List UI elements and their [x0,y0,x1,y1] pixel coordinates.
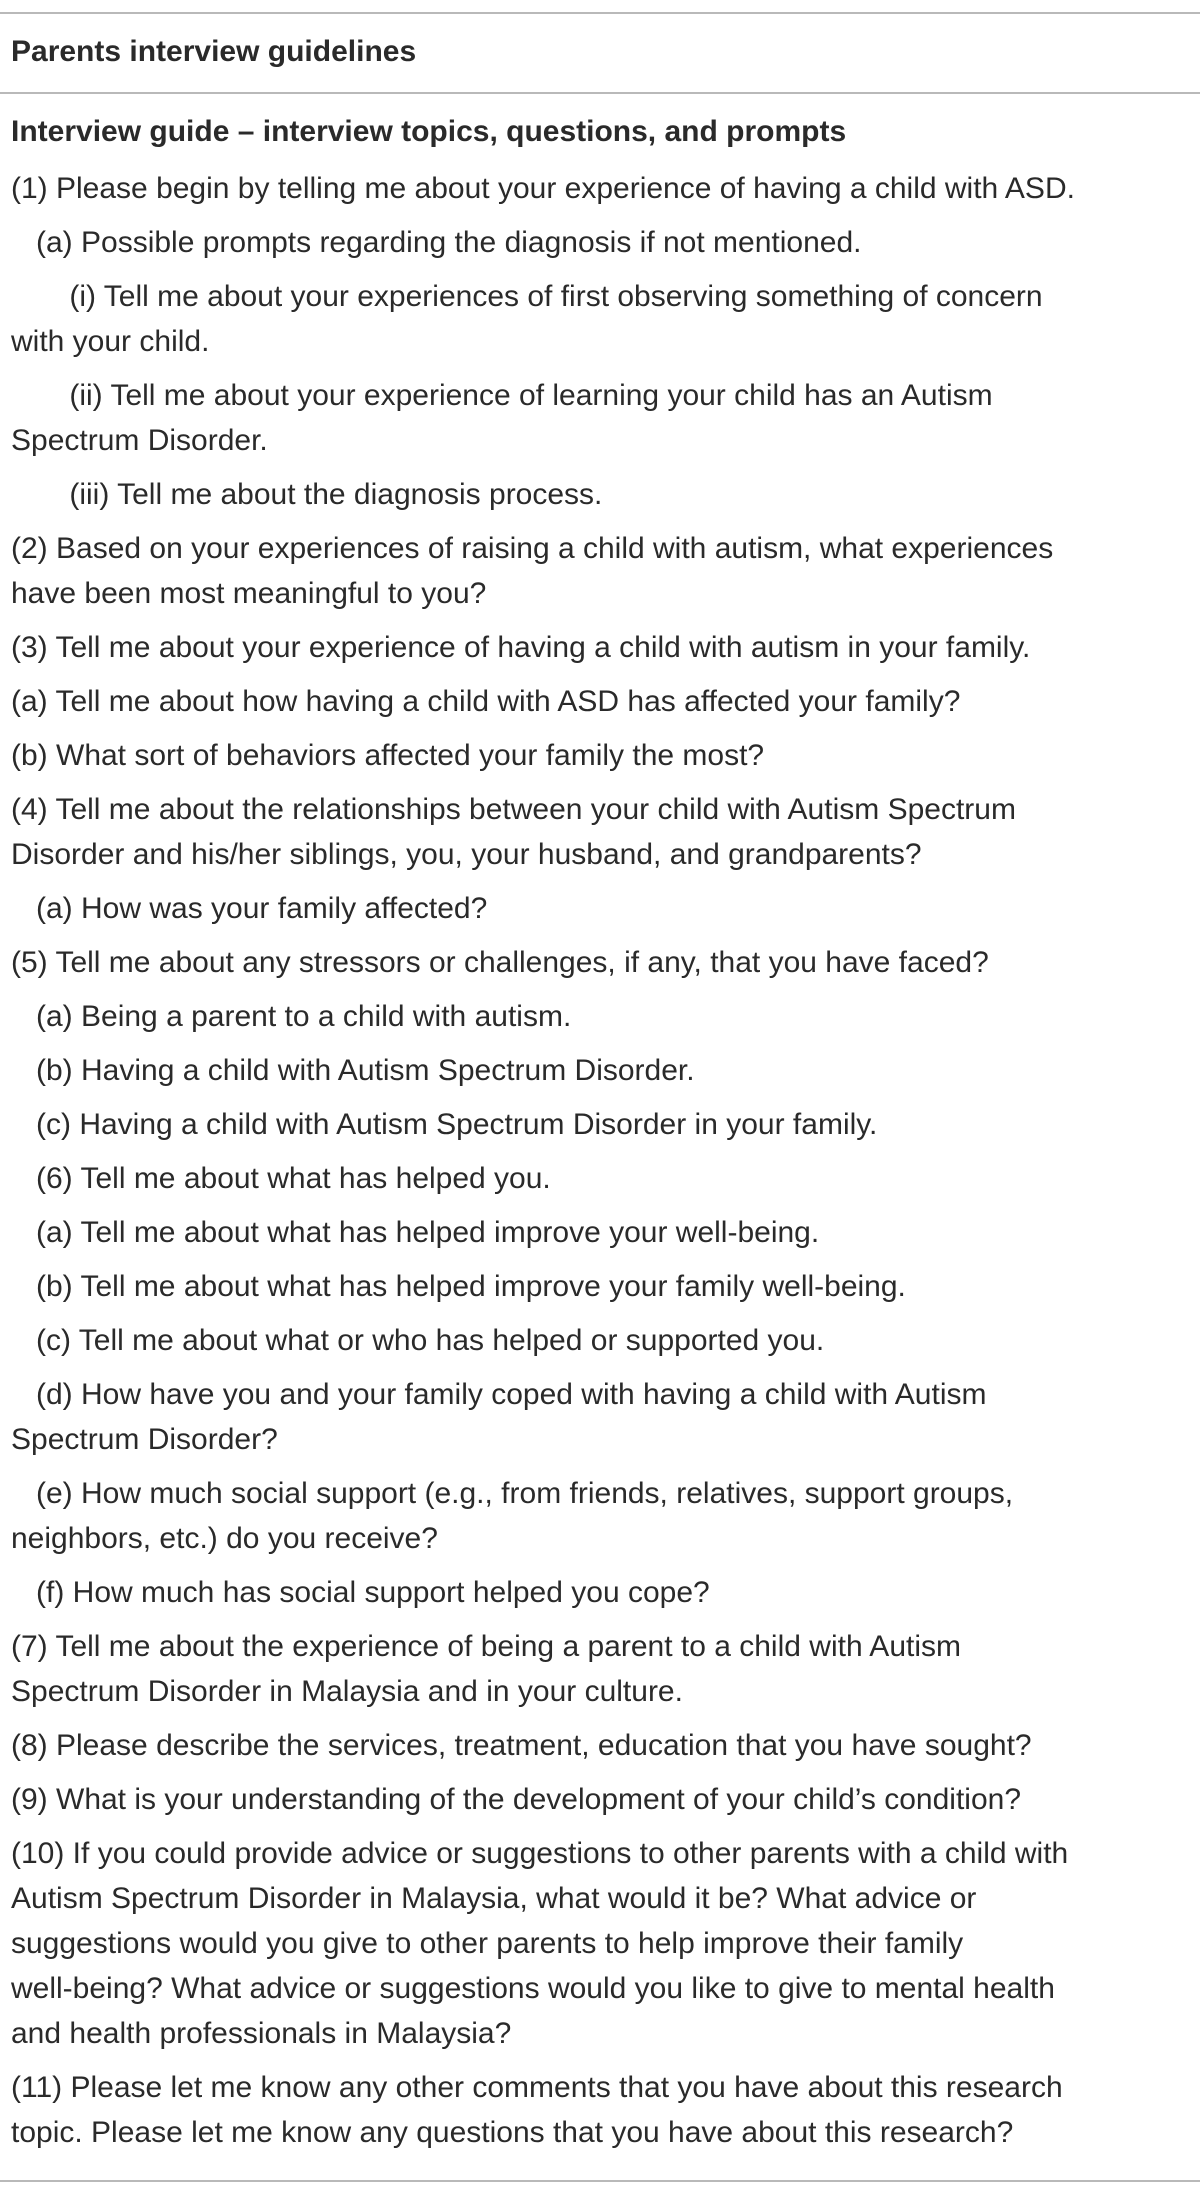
question-line: (b) Having a child with Autism Spectrum Disorder. [11,1054,695,1087]
question-line: (e) How much social support (e.g., from friends, relatives, support groups, [11,1477,1014,1510]
question-line: (6) Tell me about what has helped you. [11,1162,551,1195]
question-item [11,679,1181,724]
question-line: with your child. [11,325,210,358]
item-spacer [11,1822,1181,1831]
question-item [11,1048,1181,1093]
question-line: (a) Tell me about how having a child with ASD has affected your family? [11,685,961,718]
item-spacer [11,724,1181,733]
item-spacer [11,985,1181,994]
item-spacer [11,616,1181,625]
question-item [11,220,1181,265]
question-item [11,166,1181,211]
question-line: have been most meaningful to you? [11,577,487,610]
item-spacer [11,1363,1181,1372]
question-line: suggestions would you give to other parents to help improve their family [11,1927,964,1960]
question-item [11,1471,1181,1561]
question-line: (9) What is your understanding of the development of your child’s condition? [11,1783,1022,1816]
question-item [11,886,1181,931]
question-line: (7) Tell me about the experience of being a parent to a child with Autism [11,1630,961,1663]
question-item [11,733,1181,778]
question-line: (a) Being a parent to a child with autism. [11,1000,572,1033]
item-spacer [11,1201,1181,1210]
item-spacer [11,1462,1181,1471]
question-item [11,1264,1181,1309]
item-spacer [11,1561,1181,1570]
question-line: well-being? What advice or suggestions would you like to give to mental health [11,1972,1055,2005]
question-item [11,373,1181,463]
question-item [11,2065,1181,2155]
table-bottom-rule [0,2180,1200,2182]
item-spacer [11,1714,1181,1723]
question-line: (ii) Tell me about your experience of learning your child has an Autism [11,379,993,412]
table-body [11,112,1181,2155]
question-item [11,1624,1181,1714]
item-spacer [11,517,1181,526]
question-line: Spectrum Disorder in Malaysia and in your culture. [11,1675,683,1708]
question-item [11,1318,1181,1363]
item-spacer [11,463,1181,472]
question-list [11,166,1181,2155]
question-line: (5) Tell me about any stressors or challenges, if any, that you have faced? [11,946,989,979]
question-line: Disorder and his/her siblings, you, your husband, and grandparents? [11,838,922,871]
question-item [11,1831,1181,2056]
item-spacer [11,1093,1181,1102]
question-line: (iii) Tell me about the diagnosis process. [11,478,603,511]
question-line: and health professionals in Malaysia? [11,2017,512,2050]
item-spacer [11,778,1181,787]
question-item [11,274,1181,364]
question-line: (a) Tell me about what has helped improve your well-being. [11,1216,820,1249]
question-item [11,787,1181,877]
item-spacer [11,211,1181,220]
question-line: (f) How much has social support helped you cope? [11,1576,710,1609]
item-spacer [11,364,1181,373]
question-item [11,625,1181,670]
question-line: (a) Possible prompts regarding the diagnosis if not mentioned. [11,226,862,259]
question-line: (1) Please begin by telling me about your experience of having a child with ASD. [11,172,1075,205]
question-line: (b) Tell me about what has helped improve your family well-being. [11,1270,906,1303]
item-spacer [11,1147,1181,1156]
question-line: topic. Please let me know any questions that you have about this research? [11,2116,1014,2149]
question-line: Spectrum Disorder. [11,424,268,457]
question-line: Spectrum Disorder? [11,1423,278,1456]
question-item [11,1570,1181,1615]
question-line: (3) Tell me about your experience of having a child with autism in your family. [11,631,1031,664]
question-item [11,1102,1181,1147]
item-spacer [11,265,1181,274]
question-item [11,1372,1181,1462]
question-line: (d) How have you and your family coped with having a child with Autism [11,1378,987,1411]
item-spacer [11,1309,1181,1318]
table-header: Parents interview guidelines [11,35,417,68]
question-line: (a) How was your family affected? [11,892,488,925]
question-line: (10) If you could provide advice or suggestions to other parents with a child with [11,1837,1069,1870]
question-line: (11) Please let me know any other comments that you have about this research [11,2071,1063,2104]
question-line: neighbors, etc.) do you receive? [11,1522,438,1555]
item-spacer [11,2056,1181,2065]
question-item [11,1777,1181,1822]
item-spacer [11,670,1181,679]
question-line: (2) Based on your experiences of raising a child with autism, what experiences [11,532,1054,565]
section-heading: Interview guide – interview topics, questions, and prompts [11,115,847,148]
item-spacer [11,1615,1181,1624]
item-spacer [11,877,1181,886]
item-spacer [11,1255,1181,1264]
question-item [11,472,1181,517]
question-line: (c) Having a child with Autism Spectrum Disorder in your family. [11,1108,878,1141]
item-spacer [11,1768,1181,1777]
table-top-rule [0,12,1200,14]
question-line: Autism Spectrum Disorder in Malaysia, what would it be? What advice or [11,1882,977,1915]
question-item [11,1210,1181,1255]
question-item [11,940,1181,985]
question-line: (4) Tell me about the relationships between your child with Autism Spectrum [11,793,1016,826]
question-item [11,1723,1181,1768]
item-spacer [11,1039,1181,1048]
table-header-rule [0,92,1200,94]
question-item [11,1156,1181,1201]
question-item [11,994,1181,1039]
question-line: (i) Tell me about your experiences of first observing something of concern [11,280,1043,313]
question-item [11,526,1181,616]
question-line: (c) Tell me about what or who has helped or supported you. [11,1324,825,1357]
item-spacer [11,931,1181,940]
question-line: (b) What sort of behaviors affected your family the most? [11,739,765,772]
question-line: (8) Please describe the services, treatment, education that you have sought? [11,1729,1032,1762]
